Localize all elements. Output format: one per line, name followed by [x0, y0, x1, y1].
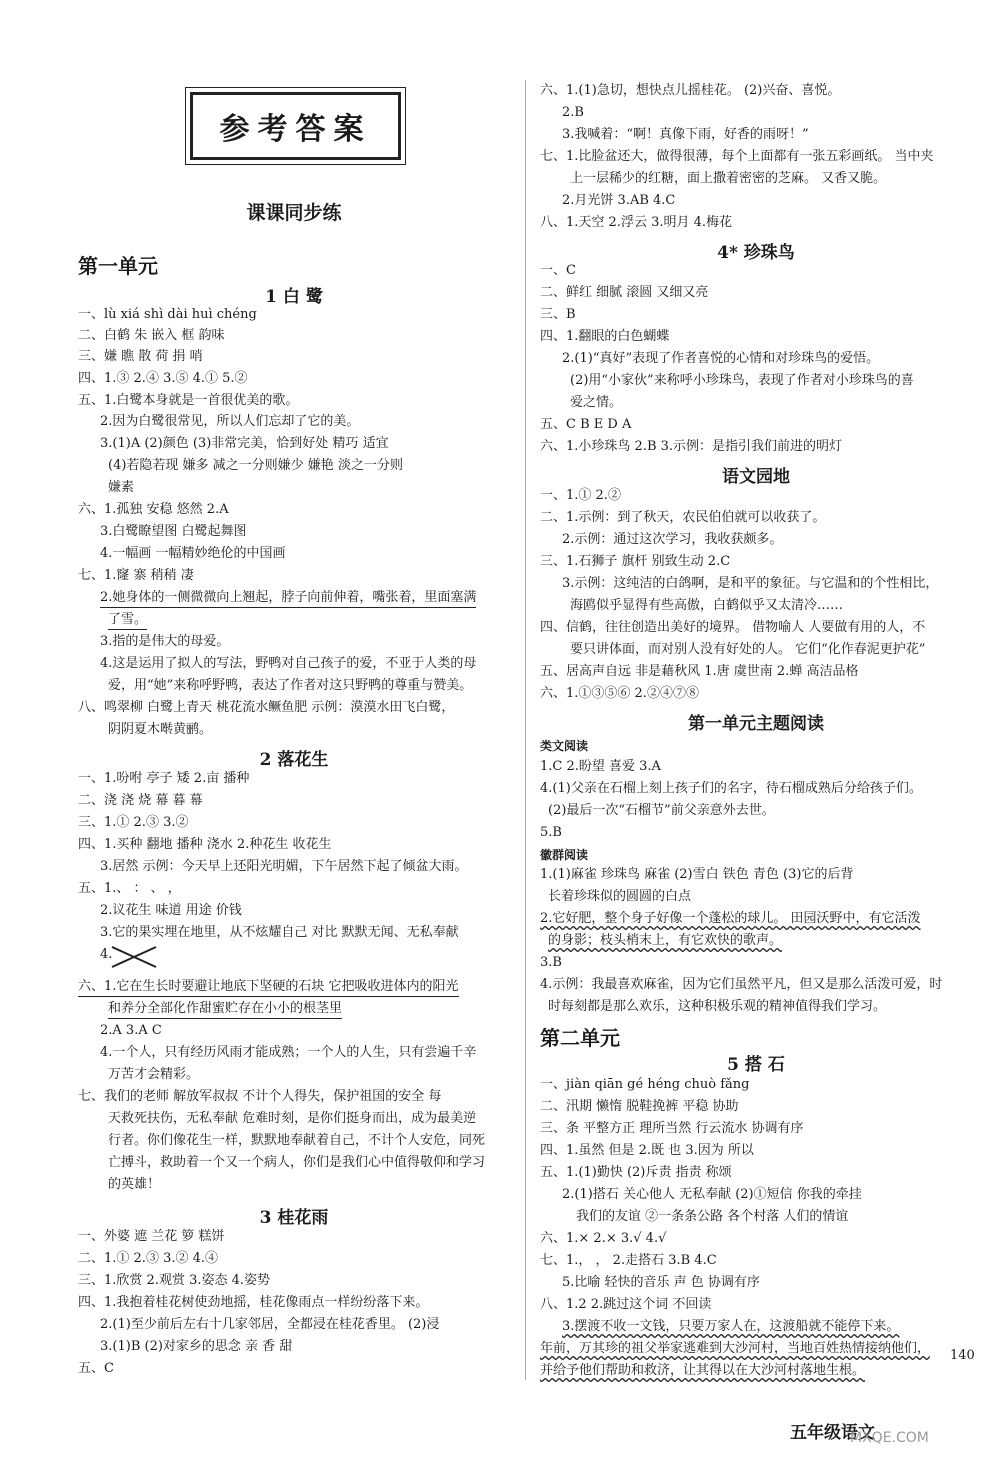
- answer-line: 3.(1)A (2)颜色 (3)非常完美，恰到好处 精巧 适宜: [100, 436, 389, 451]
- answer-line: 2.示例：通过这次学习，我收获颇多。: [562, 532, 783, 547]
- answer-line: 万苦才会精彩。: [108, 1067, 200, 1082]
- answer-line: 六、1.(1)急切，想快点儿摇桂花。 (2)兴奋、喜悦。: [540, 83, 841, 98]
- answer-line: 三、条 平整方正 理所当然 行云流水 协调有序: [540, 1121, 804, 1136]
- answer-line: 3.居然 示例：今天早上还阳光明媚，下午居然下起了倾盆大雨。: [100, 859, 468, 874]
- answer-line: 亡搏斗，救助着一个又一个病人，你们是我们心中值得敬仰和学习: [108, 1155, 486, 1170]
- answer-line: 六、1.它在生长时要避让地底下坚硬的石块 它把吸收进体内的阳光: [78, 978, 459, 997]
- lesson-heading: 第一单元主题阅读: [688, 714, 824, 734]
- answer-line: 行者。你们像花生一样，默默地奉献着自己，不计个人安危，同死: [108, 1133, 486, 1148]
- answer-line: 2.B: [562, 105, 584, 120]
- answer-line: 3.指的是伟大的母爱。: [100, 634, 230, 649]
- answer-line: 五、居高声自远 非是藉秋风 1.唐 虞世南 2.蝉 高洁品格: [540, 664, 859, 679]
- answer-line: 4.一幅画 一幅精妙绝伦的中国画: [100, 546, 286, 561]
- watermark: MXQE.COM: [850, 1430, 929, 1446]
- answer-line: 我们的友谊 ②一条条公路 各个村落 人们的情谊: [576, 1209, 849, 1224]
- answer-line: 八、1.2 2.跳过这个词 不回读: [540, 1297, 712, 1312]
- answer-line: 1.(1)麻雀 珍珠鸟 麻雀 (2)雪白 铁色 青色 (3)它的后背: [540, 867, 854, 882]
- subsection-label: 徽群阅读: [540, 848, 589, 862]
- answer-line: (4)若隐若现 嫌多 减之一分则嫌少 嫌艳 淡之一分则: [108, 458, 403, 473]
- answer-line: 年前，万其珍的祖父举家逃难到大沙河村，当地百姓热情接纳他们，: [540, 1341, 931, 1356]
- answer-line: 二、1.示例：到了秋天，农民伯伯就可以收获了。: [540, 510, 826, 525]
- answer-line: 5.B: [540, 825, 562, 840]
- answer-line: 六、1.孤独 安稳 悠然 2.A: [78, 502, 229, 517]
- answer-line: 天救死扶伤，无私奉献 危难时刻，是你们挺身而出，成为最美逆: [108, 1111, 477, 1126]
- answer-line: 时每刻都是那么欢乐，这种积极乐观的精神值得我们学习。: [548, 999, 887, 1014]
- answer-line: 的英雄！: [108, 1177, 161, 1192]
- answer-line: 4.(1)父亲在石榴上刻上孩子们的名字，待石榴成熟后分给孩子们。: [540, 781, 922, 796]
- answer-line: (2)用“小家伙”来称呼小珍珠鸟，表现了作者对小珍珠鸟的喜: [570, 373, 914, 388]
- answer-line: 2.月光饼 3.AB 4.C: [562, 193, 676, 208]
- lesson-heading: 3 桂花雨: [259, 1208, 329, 1228]
- answer-line: 2.因为白鹭很常见，所以人们忘却了它的美。: [100, 414, 360, 429]
- lesson-heading: 语文园地: [722, 467, 790, 487]
- answer-line: 一、1.吩咐 亭子 矮 2.亩 播种: [78, 771, 250, 786]
- answer-line: 3.白鹭瞭望图 白鹭起舞图: [100, 524, 247, 539]
- answer-line: 五、1.白鹭本身就是一首很优美的歌。: [78, 393, 299, 408]
- answer-line: 七、1.比脸盆还大，做得很薄，每个上面都有一张五彩画纸。 当中夹: [540, 149, 934, 164]
- answer-line: 五、C: [78, 1361, 114, 1376]
- answer-line: 三、1.① 2.③ 3.②: [78, 815, 189, 830]
- answer-line: 长着珍珠似的圆圆的白点: [548, 889, 692, 904]
- answer-line: (2)最后一次“石榴节”前父亲意外去世。: [548, 803, 775, 818]
- answer-line: 八、1.天空 2.浮云 3.明月 4.梅花: [540, 215, 733, 230]
- answer-line: 上一层稀少的红糖，面上撒着密密的芝麻。 又香又脆。: [570, 171, 887, 186]
- answer-line: 2.它好肥，整个身子好像一个蓬松的球儿。 田园沃野中，有它活泼: [540, 911, 921, 926]
- answer-line: 四、1.③ 2.④ 3.⑤ 4.① 5.②: [78, 371, 248, 386]
- answer-line: 2.议花生 味道 用途 价钱: [100, 903, 242, 918]
- answer-line: 爱，用“她”来称呼野鸭，表达了作者对这只野鸭的尊重与赞美。: [108, 678, 473, 693]
- answer-line: 二、1.① 2.③ 3.② 4.④: [78, 1251, 219, 1266]
- page-title: 参考答案: [190, 92, 401, 160]
- lesson-heading: 5 搭 石: [727, 1055, 785, 1075]
- answer-line: 八、鸣翠柳 白鹭上青天 桃花流水鳜鱼肥 示例：漠漠水田飞白鹭，: [78, 700, 455, 715]
- answer-line: 并给予他们帮助和救济，让其得以在大沙河村落地生根。: [540, 1363, 866, 1378]
- answer-line: 海鸥似乎显得有些高傲，白鹤似乎又太清冷……: [570, 598, 844, 613]
- answer-line: 4.这是运用了拟人的写法，野鸭对自己孩子的爱，不亚于人类的母: [100, 656, 477, 671]
- answer-line: 三、1.石狮子 旗杆 别致生动 2.C: [540, 554, 731, 569]
- answer-line: 一、lù xiá shì dài huì chéng: [78, 307, 257, 322]
- answer-line: 二、汛期 懒惰 脱鞋挽裤 平稳 协助: [540, 1099, 739, 1114]
- answer-line: 一、1.① 2.②: [540, 488, 621, 503]
- answer-line: 2.她身体的一侧微微向上翘起，脖子向前伸着，嘴张着，里面塞满: [100, 589, 476, 608]
- answer-line: 3.它的果实埋在地里，从不炫耀自己 对比 默默无闻、无私奉献: [100, 925, 459, 940]
- answer-line: 2.(1)“真好”表现了作者喜悦的心情和对珍珠鸟的爱悟。: [562, 351, 880, 366]
- lesson-heading: 4* 珍珠鸟: [717, 243, 795, 263]
- answer-line: 五、C B E D A: [540, 417, 632, 432]
- unit-heading: 第一单元: [78, 254, 158, 278]
- answer-line: 五、1.(1)勤快 (2)斥责 指责 称颂: [540, 1165, 732, 1180]
- answer-line: 三、B: [540, 307, 576, 322]
- unit-heading: 第二单元: [540, 1026, 620, 1050]
- answer-line: 四、1.翻眼的白色蝴蝶: [540, 329, 670, 344]
- answer-line: 爱之情。: [570, 395, 623, 410]
- answer-line: 四、1.买种 翻地 播种 浇水 2.种花生 收花生: [78, 837, 332, 852]
- answer-line: 二、鲜红 细腻 滚圆 又细又亮: [540, 285, 709, 300]
- lesson-heading: 2 落花生: [259, 750, 329, 770]
- answer-line: 四、1.虽然 但是 2.既 也 3.因为 所以: [540, 1143, 754, 1158]
- answer-line: 四、信鹤，往往创造出美好的境界。 借物喻人 人要做有用的人，不: [540, 620, 926, 635]
- answer-line: 4.一个人，只有经历风雨才能成熟；一个人的人生，只有尝遍千辛: [100, 1045, 477, 1060]
- answer-line: 六、1.× 2.× 3.√ 4.√: [540, 1231, 667, 1246]
- lesson-heading: 1 白 鹭: [265, 287, 323, 307]
- answer-line: 3.我喊着：“啊！真像下雨，好香的雨呀！”: [562, 127, 809, 142]
- answer-line: 2.A 3.A C: [100, 1023, 162, 1038]
- answer-line: 4.示例：我最喜欢麻雀，因为它们虽然平凡，但又是那么活泼可爱，时: [540, 977, 943, 992]
- column-divider: [525, 80, 526, 1380]
- answer-line: 二、浇 浇 烧 幕 暮 幕: [78, 793, 203, 808]
- answer-line: 六、1.①③⑤⑥ 2.②④⑦⑧: [540, 686, 699, 701]
- subsection-label: 类文阅读: [540, 739, 589, 753]
- answer-line: 七、1.， ， 2.走搭石 3.B 4.C: [540, 1253, 717, 1268]
- answer-line: 三、嫌 瞧 散 荷 捐 哨: [78, 349, 203, 364]
- answer-line: 5.比喻 轻快的音乐 声 色 协调有序: [562, 1275, 760, 1290]
- answer-line: 三、1.欣赏 2.观赏 3.姿态 4.姿势: [78, 1273, 271, 1288]
- answer-line: 3.摆渡不收一文钱，只要万家人在，这渡船就不能停下来。: [562, 1319, 900, 1334]
- answer-line: 的身影；枝头梢末上，有它欢快的歌声。: [548, 933, 783, 948]
- answer-line: 嫌素: [108, 480, 135, 495]
- answer-line: 3.示例：这纯洁的白鸽啊，是和平的象征。与它温和的个性相比，: [562, 576, 939, 591]
- answer-line: 4.: [100, 947, 113, 962]
- footer-label: 五年级语文: [790, 1423, 875, 1443]
- answer-line: 1.C 2.盼望 喜爱 3.A: [540, 759, 661, 774]
- answer-line: 七、1.窿 寨 稍稍 凄: [78, 568, 194, 583]
- answer-line: 一、外婆 遮 兰花 箩 糕饼: [78, 1229, 225, 1244]
- answer-line: 五、1.、 ： 、 ，: [78, 881, 181, 896]
- answer-line: 3.B: [540, 955, 562, 970]
- answer-line: 二、白鹤 朱 嵌入 框 韵味: [78, 328, 225, 343]
- section-title: 课课同步练: [246, 202, 342, 224]
- answer-line: 四、1.我抱着桂花树使劲地摇，桂花像雨点一样纷纷落下来。: [78, 1295, 429, 1310]
- answer-line: 六、1.小珍珠鸟 2.B 3.示例：是指引我们前进的明灯: [540, 439, 843, 454]
- answer-line: 2.(1)搭石 关心他人 无私奉献 (2)①短信 你我的牵挂: [562, 1187, 862, 1202]
- page-number: 140: [950, 1348, 975, 1363]
- answer-line: 和养分全部化作甜蜜贮存在小小的根茎里: [108, 1000, 342, 1019]
- answer-line: 一、jiàn qiān gé héng chuò fǎng: [540, 1077, 750, 1092]
- answer-line: 2.(1)至少前后左右十几家邻居，全都浸在桂花香里。 (2)浸: [100, 1317, 440, 1332]
- answer-line: 了雪。: [108, 611, 147, 630]
- answer-line: 阴阴夏木啭黄鹂。: [108, 722, 213, 737]
- answer-line: 要只讲体面，而对别人没有好处的人。 它们“化作春泥更护花”: [570, 642, 926, 657]
- answer-line: 一、C: [540, 263, 576, 278]
- answer-line: 七、我们的老师 解放军叔叔 不计个人得失，保护祖国的安全 每: [78, 1089, 442, 1104]
- match-lines-icon: [110, 944, 160, 970]
- answer-line: 3.(1)B (2)对家乡的思念 亲 香 甜: [100, 1339, 293, 1354]
